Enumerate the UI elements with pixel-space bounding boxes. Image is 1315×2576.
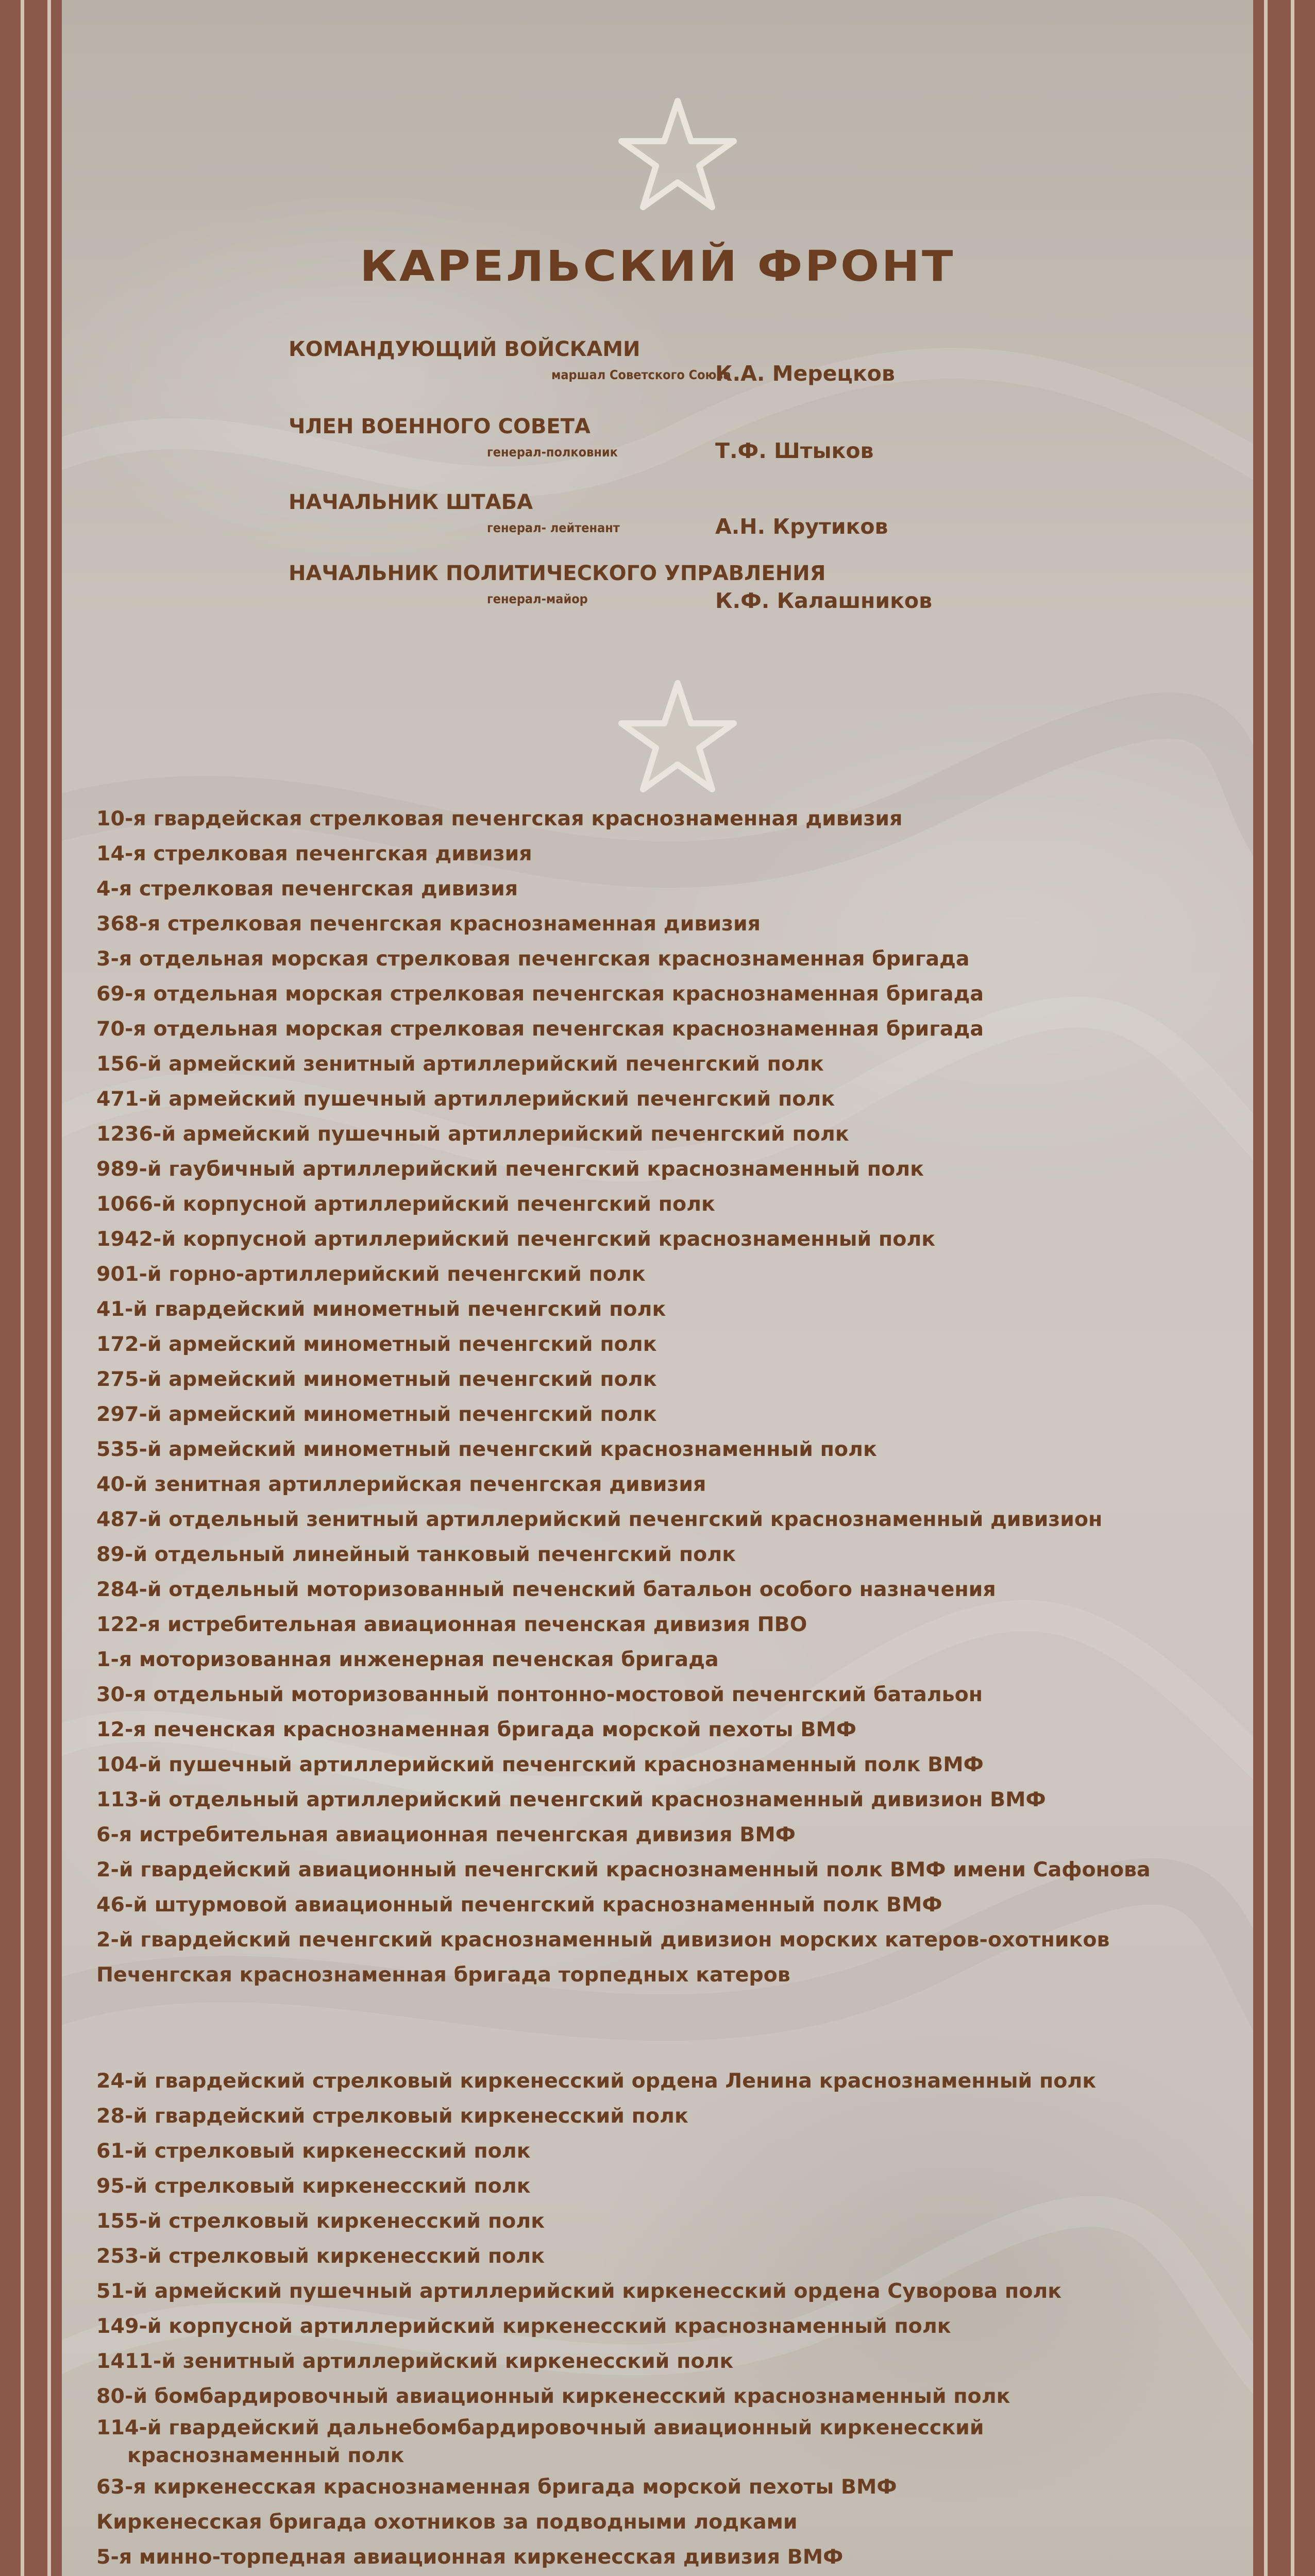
list-item: 89-й отдельный линейный танковый печенгский полк <box>96 1543 736 1566</box>
list-item: 149-й корпусной артиллерийский киркенесский краснознаменный полк <box>96 2314 951 2338</box>
list-item: 471-й армейский пушечный артиллерийский печенгский полк <box>96 1087 835 1111</box>
command-role: НАЧАЛЬНИК ШТАБА <box>289 490 533 514</box>
list-item: 156-й армейский зенитный артиллерийский печенгский полк <box>96 1052 824 1076</box>
command-person: А.Н. Крутиков <box>715 514 888 539</box>
list-item: Киркенесская бригада охотников за подводными лодками <box>96 2510 798 2534</box>
list-item: Печенгская краснознаменная бригада торпедных катеров <box>96 1963 790 1987</box>
list-item: 24-й гвардейский стрелковый киркенесский ордена Ленина краснознаменный полк <box>96 2069 1097 2093</box>
list-item: 41-й гвардейский минометный печенгский полк <box>96 1297 666 1321</box>
frame-stripe <box>21 0 24 2576</box>
list-item: 10-я гвардейская стрелковая печенгская краснознаменная дивизия <box>96 807 903 831</box>
list-item-line: 114-й гвардейский дальнебомбардировочный авиационный киркенесский <box>96 2416 984 2439</box>
list-item: 535-й армейский минометный печенгский краснознаменный полк <box>96 1437 877 1461</box>
paper-panel <box>62 0 1253 2576</box>
command-rank: генерал-майор <box>487 591 588 606</box>
list-item: 14-я стрелковая печенгская дивизия <box>96 842 532 866</box>
list-item: 28-й гвардейский стрелковый киркенесский полк <box>96 2104 688 2128</box>
list-item: 284-й отдельный моторизованный печенский батальон особого назначения <box>96 1578 996 1601</box>
list-item: 70-я отдельная морская стрелковая печенгская краснознаменная бригада <box>96 1017 984 1041</box>
list-item: 5-я минно-торпедная авиационная киркенесская дивизия ВМФ <box>96 2545 844 2569</box>
command-entry <box>289 490 1010 557</box>
command-person: К.Ф. Калашников <box>715 588 933 613</box>
left-frame-band <box>0 0 62 2576</box>
command-rank: маршал Советского Союза <box>551 367 731 382</box>
list-item: 1942-й корпусной артиллерийский печенгский краснознаменный полк <box>96 1227 936 1251</box>
list-item: 113-й отдельный артиллерийский печенгский краснознаменный дивизион ВМФ <box>96 1788 1046 1811</box>
list-item: 51-й армейский пушечный артиллерийский киркенесский ордена Суворова полк <box>96 2279 1062 2303</box>
command-role: ЧЛЕН ВОЕННОГО СОВЕТА <box>289 415 591 438</box>
list-item: 104-й пушечный артиллерийский печенгский краснознаменный полк ВМФ <box>96 1753 984 1776</box>
list-item: 1-я моторизованная инженерная печенская бригада <box>96 1648 719 1671</box>
list-item: 172-й армейский минометный печенгский полк <box>96 1332 657 1356</box>
page-title: КАРЕЛЬСКИЙ ФРОНТ <box>360 242 955 291</box>
list-item: 95-й стрелковый киркенесский полк <box>96 2174 531 2198</box>
command-entry <box>289 337 1010 404</box>
list-item: 46-й штурмовой авиационный печенгский краснознаменный полк ВМФ <box>96 1893 942 1917</box>
list-item: 253-й стрелковый киркенесский полк <box>96 2244 545 2268</box>
command-entry <box>289 415 1010 482</box>
units-list-pechenga <box>96 801 1151 1992</box>
list-item: 61-й стрелковый киркенесский полк <box>96 2139 531 2163</box>
list-item: 80-й бомбардировочный авиационный киркенесский краснознаменный полк <box>96 2384 1010 2408</box>
list-item: 63-я киркенесская краснознаменная бригада морской пехоты ВМФ <box>96 2475 897 2499</box>
list-item: 2-й гвардейский печенгский краснознаменный дивизион морских катеров-охотников <box>96 1928 1110 1952</box>
list-item <box>96 2414 1055 2469</box>
list-item: 4-я стрелковая печенгская дивизия <box>96 877 518 901</box>
list-item: 30-я отдельный моторизованный понтонно-мостовой печенгский батальон <box>96 1683 983 1706</box>
list-item: 487-й отдельный зенитный артиллерийский печенгский краснознаменный дивизион <box>96 1507 1103 1531</box>
list-item: 901-й горно-артиллерийский печенгский полк <box>96 1262 646 1286</box>
frame-stripe <box>47 0 51 2576</box>
list-item: 69-я отдельная морская стрелковая печенгская краснознаменная бригада <box>96 982 984 1006</box>
list-item: 3-я отдельная морская стрелковая печенгская краснознаменная бригада <box>96 947 970 971</box>
star-icon <box>618 680 737 793</box>
list-item-line: краснознаменный полк <box>127 2444 404 2467</box>
list-item: 1411-й зенитный артиллерийский киркенесский полк <box>96 2349 734 2373</box>
command-rank: генерал- лейтенант <box>487 520 620 535</box>
command-role: НАЧАЛЬНИК ПОЛИТИЧЕСКОГО УПРАВЛЕНИЯ <box>289 562 826 585</box>
command-rank: генерал-полковник <box>487 445 618 460</box>
list-item: 12-я печенская краснознаменная бригада морской пехоты ВМФ <box>96 1718 856 1741</box>
list-item: 122-я истребительная авиационная печенская дивизия ПВО <box>96 1613 807 1636</box>
units-list-kirkenes <box>96 2063 1096 2576</box>
list-item: 155-й стрелковый киркенесский полк <box>96 2209 545 2233</box>
list-item: 297-й армейский минометный печенгский полк <box>96 1402 657 1426</box>
command-entry <box>289 562 1010 629</box>
list-item: 2-й гвардейский авиационный печенгский краснознаменный полк ВМФ имени Сафонова <box>96 1858 1151 1882</box>
list-item: 1236-й армейский пушечный артиллерийский печенгский полк <box>96 1122 849 1146</box>
list-item: 275-й армейский минометный печенгский полк <box>96 1367 657 1391</box>
list-item: 6-я истребительная авиационная печенгская дивизия ВМФ <box>96 1823 796 1846</box>
command-person: К.А. Мерецков <box>715 361 895 386</box>
frame-stripe <box>1291 0 1294 2576</box>
star-icon <box>618 98 737 211</box>
command-person: Т.Ф. Штыков <box>715 438 874 463</box>
command-role: КОМАНДУЮЩИЙ ВОЙСКАМИ <box>289 337 640 361</box>
list-item: 40-й зенитная артиллерийская печенгская дивизия <box>96 1472 706 1496</box>
frame-stripe <box>1264 0 1268 2576</box>
list-item: 989-й гаубичный артиллерийский печенгский краснознаменный полк <box>96 1157 924 1181</box>
list-item: 368-я стрелковая печенгская краснознаменная дивизия <box>96 912 761 936</box>
right-frame-band <box>1253 0 1315 2576</box>
list-item: 1066-й корпусной артиллерийский печенгский полк <box>96 1192 715 1216</box>
